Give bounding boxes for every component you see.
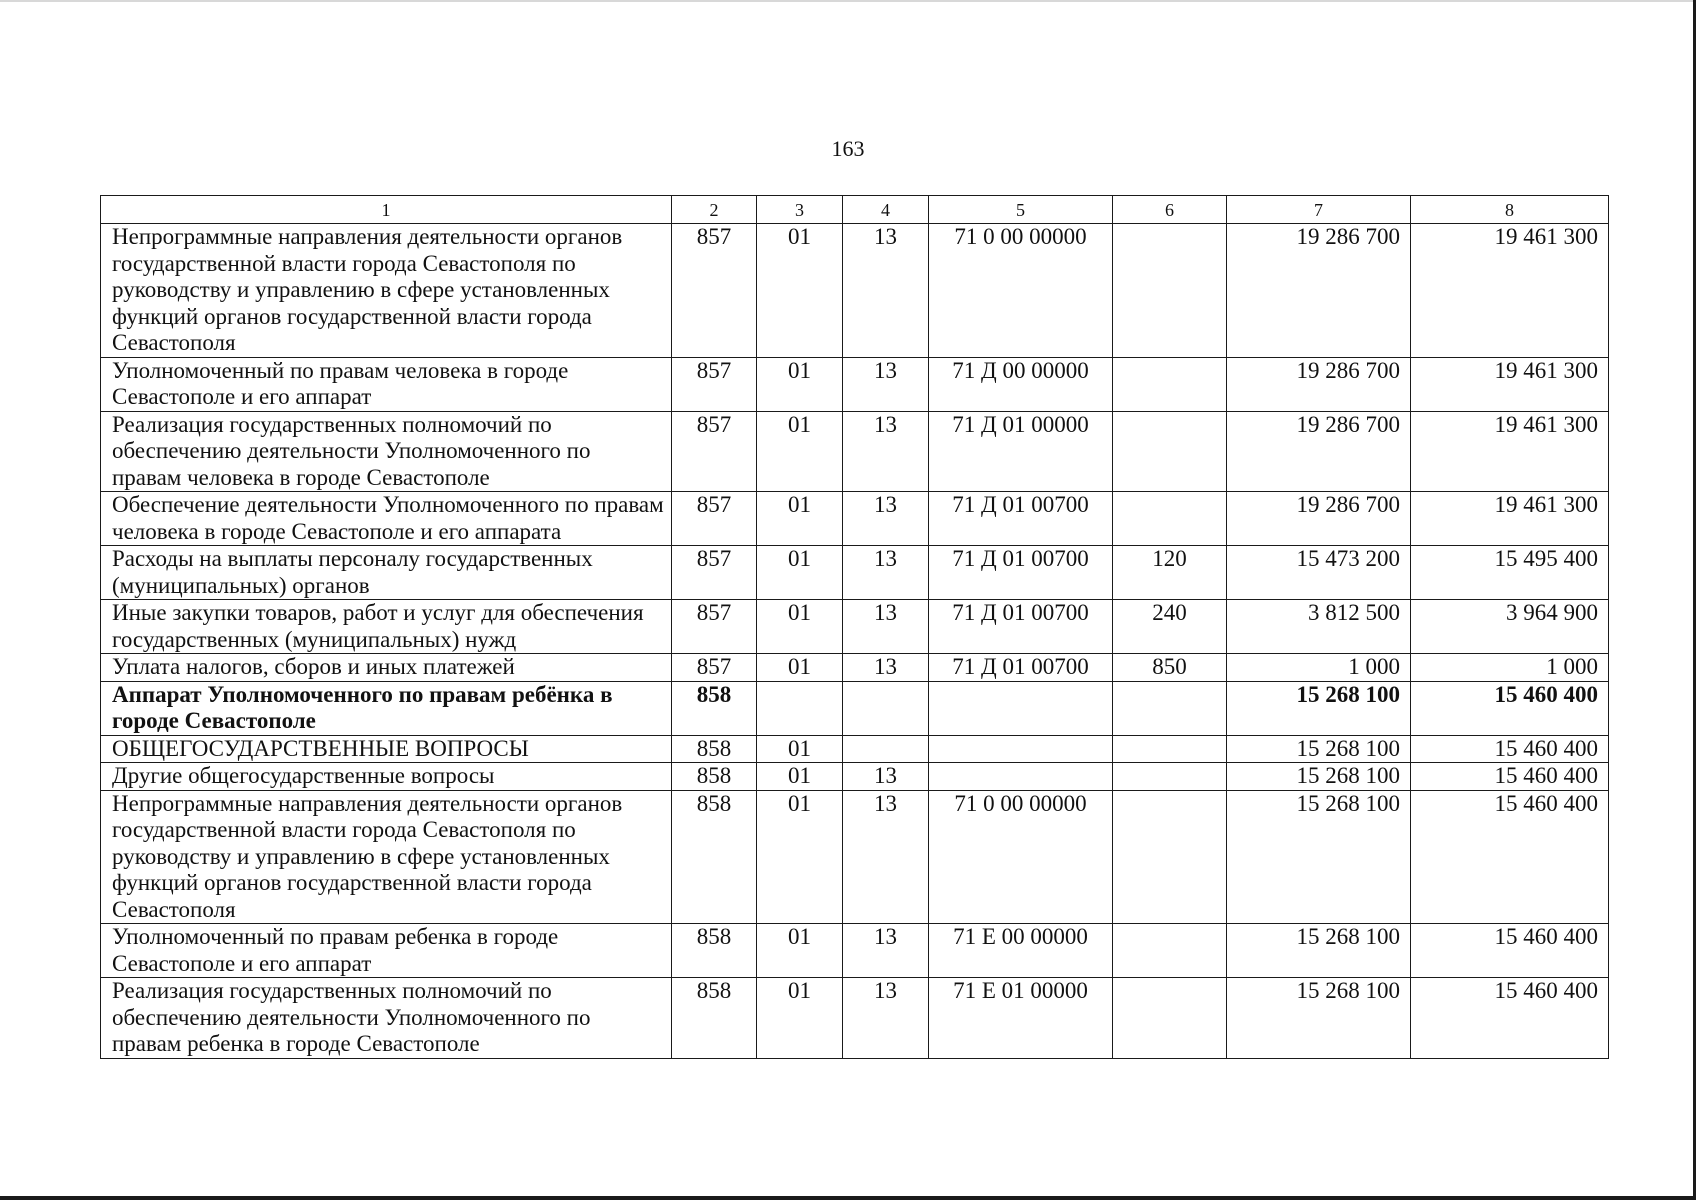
amount-year-1-cell: 15 268 100 xyxy=(1227,790,1411,924)
row-name-cell: ОБЩЕГОСУДАРСТВЕННЫЕ ВОПРОСЫ xyxy=(101,735,672,763)
expense-type-cell xyxy=(1113,492,1227,546)
table-row xyxy=(101,411,1609,492)
amount-year-1-cell: 19 286 700 xyxy=(1227,411,1411,492)
amount-year-1-cell: 15 268 100 xyxy=(1227,681,1411,735)
chapter-cell: 858 xyxy=(672,790,757,924)
amount-year-1-cell: 15 268 100 xyxy=(1227,924,1411,978)
amount-year-1-cell: 19 286 700 xyxy=(1227,357,1411,411)
subsection-cell: 13 xyxy=(843,492,929,546)
table-row xyxy=(101,681,1609,735)
subsection-cell: 13 xyxy=(843,546,929,600)
table-row xyxy=(101,224,1609,358)
section-cell: 01 xyxy=(757,790,843,924)
amount-year-1-cell: 19 286 700 xyxy=(1227,224,1411,358)
target-article-cell xyxy=(929,763,1113,791)
section-cell: 01 xyxy=(757,411,843,492)
section-cell: 01 xyxy=(757,654,843,682)
amount-year-1-cell: 1 000 xyxy=(1227,654,1411,682)
amount-year-2-cell: 19 461 300 xyxy=(1411,224,1609,358)
amount-year-1-cell: 15 473 200 xyxy=(1227,546,1411,600)
subsection-cell: 13 xyxy=(843,224,929,358)
chapter-cell: 858 xyxy=(672,735,757,763)
subsection-cell: 13 xyxy=(843,763,929,791)
target-article-cell: 71 Д 01 00700 xyxy=(929,654,1113,682)
section-cell xyxy=(757,681,843,735)
amount-year-1-cell: 15 268 100 xyxy=(1227,735,1411,763)
table-row xyxy=(101,763,1609,791)
row-name-cell: Уполномоченный по правам ребенка в городе Севастополе и его аппарат xyxy=(101,924,672,978)
column-header: 6 xyxy=(1113,196,1227,224)
expense-type-cell xyxy=(1113,681,1227,735)
budget-table xyxy=(100,195,1609,1059)
target-article-cell: 71 Д 01 00000 xyxy=(929,411,1113,492)
amount-year-2-cell: 15 460 400 xyxy=(1411,763,1609,791)
amount-year-2-cell: 15 460 400 xyxy=(1411,790,1609,924)
subsection-cell: 13 xyxy=(843,357,929,411)
row-name-cell: Иные закупки товаров, работ и услуг для обеспечения государственных (муниципальных) нужд xyxy=(101,600,672,654)
table-row xyxy=(101,492,1609,546)
page-top-edge xyxy=(0,0,1696,2)
subsection-cell xyxy=(843,735,929,763)
expense-type-cell xyxy=(1113,411,1227,492)
row-name-cell: Аппарат Уполномоченного по правам ребёнка в городе Севастополе xyxy=(101,681,672,735)
subsection-cell: 13 xyxy=(843,790,929,924)
expense-type-cell xyxy=(1113,763,1227,791)
section-cell: 01 xyxy=(757,600,843,654)
amount-year-1-cell: 3 812 500 xyxy=(1227,600,1411,654)
section-cell: 01 xyxy=(757,735,843,763)
chapter-cell: 857 xyxy=(672,411,757,492)
target-article-cell: 71 Е 01 00000 xyxy=(929,978,1113,1059)
amount-year-1-cell: 15 268 100 xyxy=(1227,978,1411,1059)
amount-year-2-cell: 19 461 300 xyxy=(1411,411,1609,492)
table-row xyxy=(101,357,1609,411)
expense-type-cell xyxy=(1113,224,1227,358)
expense-type-cell xyxy=(1113,357,1227,411)
column-header: 1 xyxy=(101,196,672,224)
amount-year-2-cell: 1 000 xyxy=(1411,654,1609,682)
column-header: 8 xyxy=(1411,196,1609,224)
subsection-cell: 13 xyxy=(843,654,929,682)
table-row xyxy=(101,924,1609,978)
amount-year-2-cell: 19 461 300 xyxy=(1411,492,1609,546)
table-row xyxy=(101,790,1609,924)
table-row xyxy=(101,735,1609,763)
row-name-cell: Непрограммные направления деятельности органов государственной власти города Севастополя по руководству и управлению в сфере установленных функций органов государственной власти города Севастополя xyxy=(101,790,672,924)
subsection-cell: 13 xyxy=(843,411,929,492)
expense-type-cell xyxy=(1113,924,1227,978)
subsection-cell: 13 xyxy=(843,600,929,654)
table-row xyxy=(101,978,1609,1059)
row-name-cell: Расходы на выплаты персоналу государственных (муниципальных) органов xyxy=(101,546,672,600)
target-article-cell: 71 Д 01 00700 xyxy=(929,546,1113,600)
section-cell: 01 xyxy=(757,924,843,978)
row-name-cell: Другие общегосударственные вопросы xyxy=(101,763,672,791)
section-cell: 01 xyxy=(757,978,843,1059)
chapter-cell: 858 xyxy=(672,681,757,735)
amount-year-2-cell: 15 460 400 xyxy=(1411,681,1609,735)
table-row xyxy=(101,546,1609,600)
row-name-cell: Обеспечение деятельности Уполномоченного по правам человека в городе Севастополе и его аппарата xyxy=(101,492,672,546)
section-cell: 01 xyxy=(757,492,843,546)
table-row xyxy=(101,654,1609,682)
column-header: 4 xyxy=(843,196,929,224)
chapter-cell: 857 xyxy=(672,546,757,600)
row-name-cell: Уполномоченный по правам человека в городе Севастополе и его аппарат xyxy=(101,357,672,411)
target-article-cell: 71 Д 01 00700 xyxy=(929,492,1113,546)
chapter-cell: 857 xyxy=(672,600,757,654)
row-name-cell: Реализация государственных полномочий по обеспечению деятельности Уполномоченного по правам человека в городе Севастополе xyxy=(101,411,672,492)
subsection-cell xyxy=(843,681,929,735)
chapter-cell: 857 xyxy=(672,357,757,411)
expense-type-cell xyxy=(1113,735,1227,763)
column-header: 7 xyxy=(1227,196,1411,224)
target-article-cell: 71 Д 01 00700 xyxy=(929,600,1113,654)
chapter-cell: 857 xyxy=(672,492,757,546)
section-cell: 01 xyxy=(757,763,843,791)
table-body xyxy=(101,224,1609,1059)
amount-year-2-cell: 3 964 900 xyxy=(1411,600,1609,654)
table-header-row xyxy=(101,196,1609,224)
amount-year-2-cell: 15 460 400 xyxy=(1411,924,1609,978)
section-cell: 01 xyxy=(757,224,843,358)
chapter-cell: 858 xyxy=(672,763,757,791)
amount-year-2-cell: 15 460 400 xyxy=(1411,735,1609,763)
chapter-cell: 857 xyxy=(672,654,757,682)
row-name-cell: Реализация государственных полномочий по обеспечению деятельности Уполномоченного по правам ребенка в городе Севастополе xyxy=(101,978,672,1059)
subsection-cell: 13 xyxy=(843,978,929,1059)
expense-type-cell: 240 xyxy=(1113,600,1227,654)
chapter-cell: 858 xyxy=(672,978,757,1059)
table-row xyxy=(101,600,1609,654)
page-bottom-edge xyxy=(0,1196,1696,1200)
expense-type-cell xyxy=(1113,978,1227,1059)
expense-type-cell xyxy=(1113,790,1227,924)
row-name-cell: Уплата налогов, сборов и иных платежей xyxy=(101,654,672,682)
page-number: 163 xyxy=(831,136,865,161)
column-header: 2 xyxy=(672,196,757,224)
subsection-cell: 13 xyxy=(843,924,929,978)
row-name-cell: Непрограммные направления деятельности органов государственной власти города Севастополя по руководству и управлению в сфере установленных функций органов государственной власти города Севастополя xyxy=(101,224,672,358)
target-article-cell: 71 Д 00 00000 xyxy=(929,357,1113,411)
amount-year-1-cell: 19 286 700 xyxy=(1227,492,1411,546)
column-header: 5 xyxy=(929,196,1113,224)
section-cell: 01 xyxy=(757,357,843,411)
amount-year-2-cell: 19 461 300 xyxy=(1411,357,1609,411)
expense-type-cell: 850 xyxy=(1113,654,1227,682)
target-article-cell: 71 Е 00 00000 xyxy=(929,924,1113,978)
target-article-cell xyxy=(929,735,1113,763)
target-article-cell: 71 0 00 00000 xyxy=(929,790,1113,924)
target-article-cell: 71 0 00 00000 xyxy=(929,224,1113,358)
amount-year-2-cell: 15 460 400 xyxy=(1411,978,1609,1059)
target-article-cell xyxy=(929,681,1113,735)
amount-year-2-cell: 15 495 400 xyxy=(1411,546,1609,600)
chapter-cell: 857 xyxy=(672,224,757,358)
section-cell: 01 xyxy=(757,546,843,600)
amount-year-1-cell: 15 268 100 xyxy=(1227,763,1411,791)
chapter-cell: 858 xyxy=(672,924,757,978)
column-header: 3 xyxy=(757,196,843,224)
expense-type-cell: 120 xyxy=(1113,546,1227,600)
